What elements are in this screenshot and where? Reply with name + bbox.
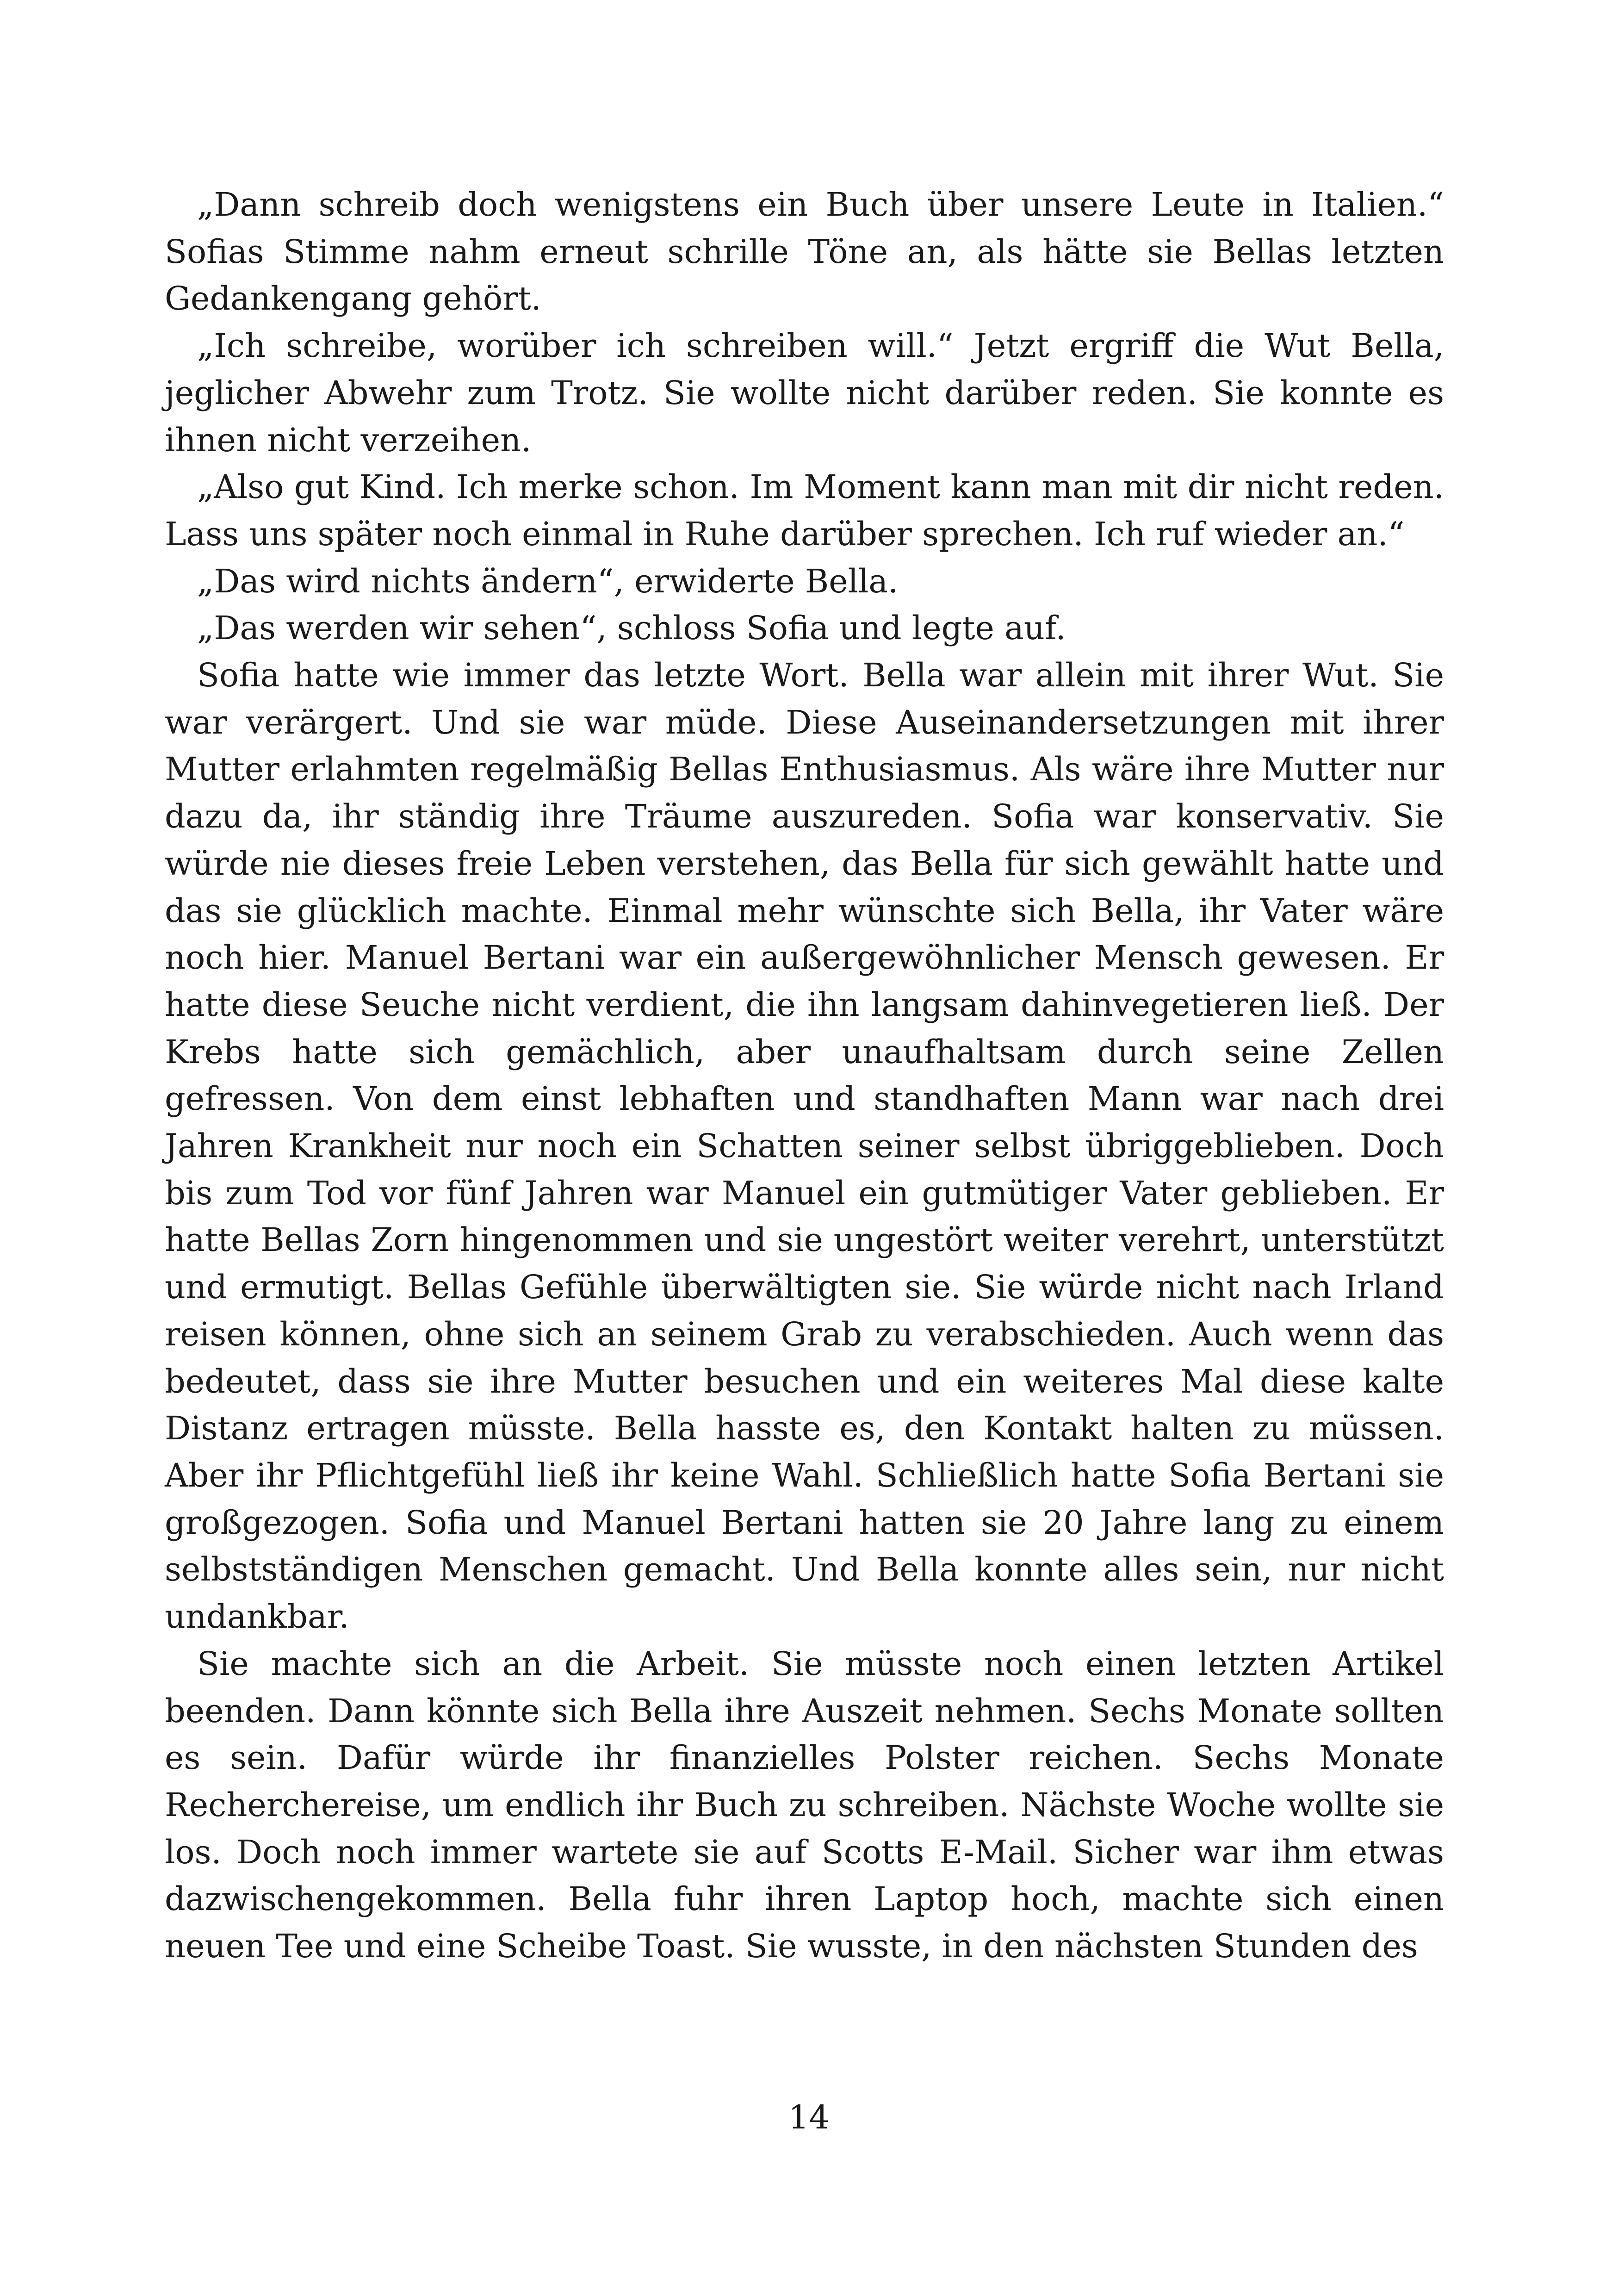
paragraph: „Also gut Kind. Ich merke schon. Im Moment kann man mit dir nicht reden. Lass uns später noch einmal in Ruhe darüber sprechen. Ich ruf wieder an.“	[165, 468, 1444, 553]
paragraph: Sie machte sich an die Arbeit. Sie müsste noch einen letzten Artikel beenden. Dann könnte sich Bella ihre Auszeit nehmen. Sechs Monate sollten es sein. Dafür würde ihr finanzielles Polster reichen. Sechs Monate Recherchereise, um endlich ihr Buch zu schreiben. Nächste Woche wollte sie los. Doch noch immer wartete sie auf Scotts E-Mail. Sicher war ihm etwas dazwischengekommen. Bella fuhr ihren Laptop hoch, machte sich einen neuen Tee und eine Scheibe Toast. Sie wusste, in den nächsten Stunden des	[165, 1644, 1444, 1966]
paragraph: „Das werden wir sehen“, schloss Sofia und legte auf.	[197, 609, 1066, 647]
paragraph: „Ich schreibe, worüber ich schreiben will.“ Jetzt ergriff die Wut Bella, jeglicher Abwehr zum Trotz. Sie wollte nicht darüber reden. Sie konnte es ihnen nicht verzeihen.	[165, 327, 1444, 459]
paragraph: Sofia hatte wie immer das letzte Wort. Bella war allein mit ihrer Wut. Sie war verärgert. Und sie war müde. Diese Auseinandersetzungen mit ihrer Mutter erlahmten regelmäßig Bellas Enthusiasmus. Als wäre ihre Mutter nur dazu da, ihr ständig ihre Träume auszureden. Sofia war konservativ. Sie würde nie dieses freie Leben verstehen, das Bella für sich gewählt hatte und das sie glücklich machte. Einmal mehr wünschte sich Bella, ihr Vater wäre noch hier. Manuel Bertani war ein außergewöhnlicher Mensch gewesen. Er hatte diese Seuche nicht verdient, die ihn langsam dahinvegetieren ließ. Der Krebs hatte sich gemächlich, aber unaufhaltsam durch seine Zellen gefressen. Von dem einst lebhaften und standhaften Mann war nach drei Jahren Krankheit nur noch ein Schatten seiner selbst übriggeblieben. Doch bis zum Tod vor fünf Jahren war Manuel ein gutmütiger Vater geblieben. Er hatte Bellas Zorn hingenommen und sie ungestört weiter verehrt, unterstützt und ermutigt. Bellas Gefühle überwältigten sie. Sie würde nicht nach Irland reisen können, ohne sich an seinem Grab zu verabschieden. Auch wenn das bedeutet, dass sie ihre Mutter besuchen und ein weiteres Mal diese kalte Distanz ertragen müsste. Bella hasste es, den Kontakt halten zu müssen. Aber ihr Pflichtgefühl ließ ihr keine Wahl. Schließlich hatte Sofia Bertani sie großgezogen. Sofia und Manuel Bertani hatten sie 20 Jahre lang zu einem selbstständigen Menschen gemacht. Und Bella konnte alles sein, nur nicht undankbar.	[165, 656, 1444, 1636]
paragraph: „Das wird nichts ändern“, erwiderte Bella.	[197, 562, 899, 600]
page-number: 14	[788, 2098, 830, 2136]
body-text	[165, 181, 1444, 1970]
paragraph: „Dann schreib doch wenigstens ein Buch über unsere Leute in Italien.“ Sofias Stimme nahm erneut schrille Töne an, als hätte sie Bellas letzten Gedankengang gehört.	[165, 186, 1444, 318]
